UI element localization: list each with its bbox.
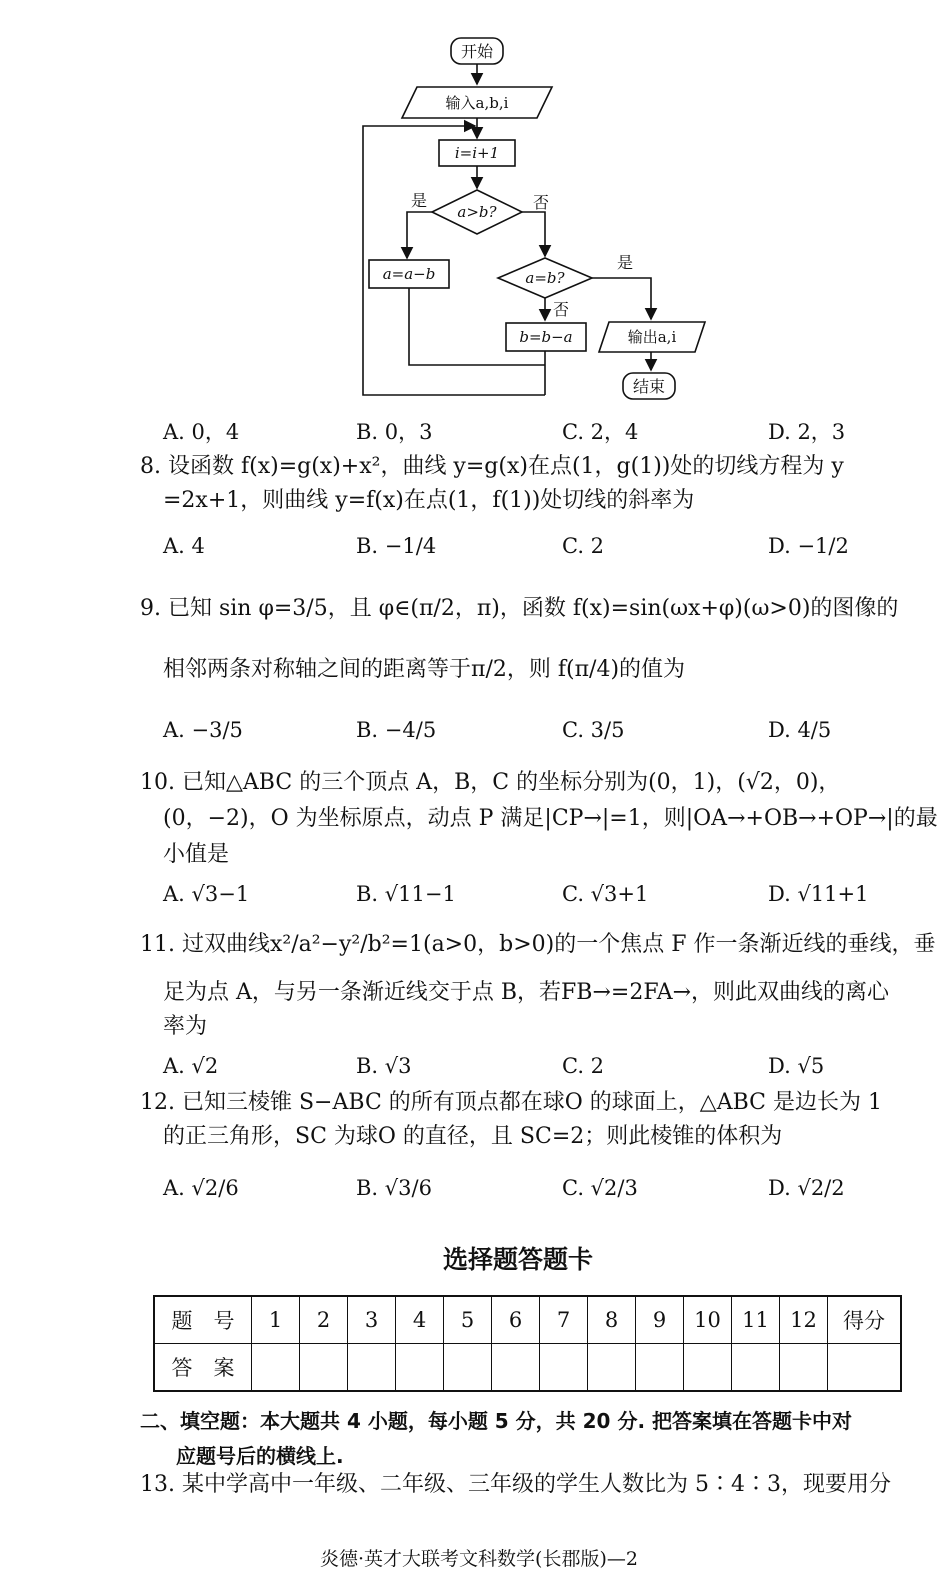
q7-option-c: C. 2，4: [562, 420, 639, 444]
row-label-answer: 答 案: [154, 1344, 252, 1392]
q11-line3: 率为: [163, 1014, 208, 1039]
q7-option-d: D. 2，3: [768, 420, 846, 444]
q-number-cell: 2: [300, 1296, 348, 1344]
score-cell[interactable]: [828, 1344, 902, 1392]
q7-option-b: B. 0，3: [356, 420, 433, 444]
section2-line2: 应题号后的横线上.: [176, 1444, 344, 1468]
q-number-cell: 9: [636, 1296, 684, 1344]
q-number-cell: 10: [684, 1296, 732, 1344]
q12-line1: 12. 已知三棱锥 S−ABC 的所有顶点都在球O 的球面上，△ABC 是边长为 1: [140, 1090, 882, 1115]
flowchart: [355, 30, 715, 405]
answer-cell-10[interactable]: [684, 1344, 732, 1392]
score-label: 得分: [828, 1296, 902, 1344]
q12-option-d: D. √2/2: [768, 1176, 845, 1200]
answer-cell-5[interactable]: [444, 1344, 492, 1392]
q10-line1: 10. 已知△ABC 的三个顶点 A，B，C 的坐标分别为(0，1)，(√2，0)，: [140, 770, 841, 795]
flow-no2-label: 否: [553, 300, 570, 319]
section2-line1: 二、填空题：本大题共 4 小题，每小题 5 分，共 20 分. 把答案填在答题卡中对: [140, 1409, 853, 1433]
q11-option-c: C. 2: [562, 1054, 605, 1078]
q10-line3: 小值是: [163, 842, 230, 867]
q11-line2: 足为点 A，与另一条渐近线交于点 B，若FB→=2FA→，则此双曲线的离心: [163, 980, 890, 1005]
answer-cell-3[interactable]: [348, 1344, 396, 1392]
answer-cell-6[interactable]: [492, 1344, 540, 1392]
q7-option-a: A. 0，4: [163, 420, 240, 444]
q12-line2: 的正三角形，SC 为球O 的直径，且 SC=2；则此棱锥的体积为: [163, 1124, 783, 1149]
page-footer: 炎德·英才大联考文科数学(长郡版)—2: [320, 1548, 638, 1570]
answer-card-number-row: [154, 1296, 901, 1344]
flow-input-text: 输入a,b,i: [445, 94, 509, 112]
flow-cond2-text: a=b?: [525, 269, 565, 287]
q-number-cell: 1: [252, 1296, 300, 1344]
q8-line2: =2x+1，则曲线 y=f(x)在点(1，f(1))处切线的斜率为: [163, 488, 695, 513]
answer-cell-9[interactable]: [636, 1344, 684, 1392]
flow-step-i-text: i=i+1: [454, 144, 500, 162]
flow-start-text: 开始: [460, 42, 494, 61]
q12-option-c: C. √2/3: [562, 1176, 638, 1200]
q8-line1: 8. 设函数 f(x)=g(x)+x²，曲线 y=g(x)在点(1，g(1))处的切线方程为 y: [140, 454, 844, 479]
q10-line2: (0，−2)，O 为坐标原点，动点 P 满足|CP→|=1，则|OA→+OB→+OP→|的最: [163, 806, 938, 831]
q-number-cell: 6: [492, 1296, 540, 1344]
q10-option-c: C. √3+1: [562, 882, 649, 906]
q10-option-d: D. √11+1: [768, 882, 869, 906]
flow-output-text: 输出a,i: [627, 328, 677, 346]
q9-line1: 9. 已知 sin φ=3/5，且 φ∈(π/2，π)，函数 f(x)=sin(ωx+φ)(ω>0)的图像的: [140, 596, 899, 621]
answer-card-title: 选择题答题卡: [443, 1245, 594, 1274]
answer-cell-7[interactable]: [540, 1344, 588, 1392]
q9-option-d: D. 4/5: [768, 718, 832, 742]
q9-option-c: C. 3/5: [562, 718, 625, 742]
q-number-cell: 5: [444, 1296, 492, 1344]
answer-cell-11[interactable]: [732, 1344, 780, 1392]
q8-option-d: D. −1/2: [768, 534, 849, 558]
q-number-cell: 3: [348, 1296, 396, 1344]
flow-yes1-label: 是: [411, 191, 428, 210]
q10-option-a: A. √3−1: [163, 882, 250, 906]
row-label-number: 题 号: [154, 1296, 252, 1344]
q11-option-d: D. √5: [768, 1054, 825, 1078]
answer-cell-4[interactable]: [396, 1344, 444, 1392]
answer-card-answer-row: [154, 1344, 901, 1392]
flow-end-text: 结束: [632, 377, 666, 396]
flow-no1-label: 否: [533, 193, 550, 212]
q-number-cell: 12: [780, 1296, 828, 1344]
answer-cell-12[interactable]: [780, 1344, 828, 1392]
q9-line2: 相邻两条对称轴之间的距离等于π/2，则 f(π/4)的值为: [163, 657, 686, 682]
q12-option-b: B. √3/6: [356, 1176, 432, 1200]
q10-option-b: B. √11−1: [356, 882, 456, 906]
flow-step-b-text: b=b−a: [519, 328, 573, 346]
q9-option-b: B. −4/5: [356, 718, 437, 742]
q11-option-b: B. √3: [356, 1054, 412, 1078]
q-number-cell: 7: [540, 1296, 588, 1344]
q11-line1: 11. 过双曲线x²/a²−y²/b²=1(a>0，b>0)的一个焦点 F 作一条渐近线的垂线，垂: [140, 932, 936, 957]
q11-option-a: A. √2: [163, 1054, 219, 1078]
answer-cell-8[interactable]: [588, 1344, 636, 1392]
q12-option-a: A. √2/6: [163, 1176, 239, 1200]
q8-option-b: B. −1/4: [356, 534, 437, 558]
q-number-cell: 8: [588, 1296, 636, 1344]
answer-cell-1[interactable]: [252, 1344, 300, 1392]
flow-cond1-text: a>b?: [457, 203, 497, 221]
q-number-cell: 11: [732, 1296, 780, 1344]
q8-option-c: C. 2: [562, 534, 605, 558]
q9-option-a: A. −3/5: [163, 718, 243, 742]
q13-line1: 13. 某中学高中一年级、二年级、三年级的学生人数比为 5∶4∶3，现要用分: [140, 1472, 891, 1497]
q8-option-a: A. 4: [163, 534, 205, 558]
answer-cell-2[interactable]: [300, 1344, 348, 1392]
flow-yes2-label: 是: [617, 253, 634, 272]
q-number-cell: 4: [396, 1296, 444, 1344]
flow-step-a-text: a=a−b: [382, 265, 436, 283]
answer-card-table: [153, 1295, 902, 1392]
